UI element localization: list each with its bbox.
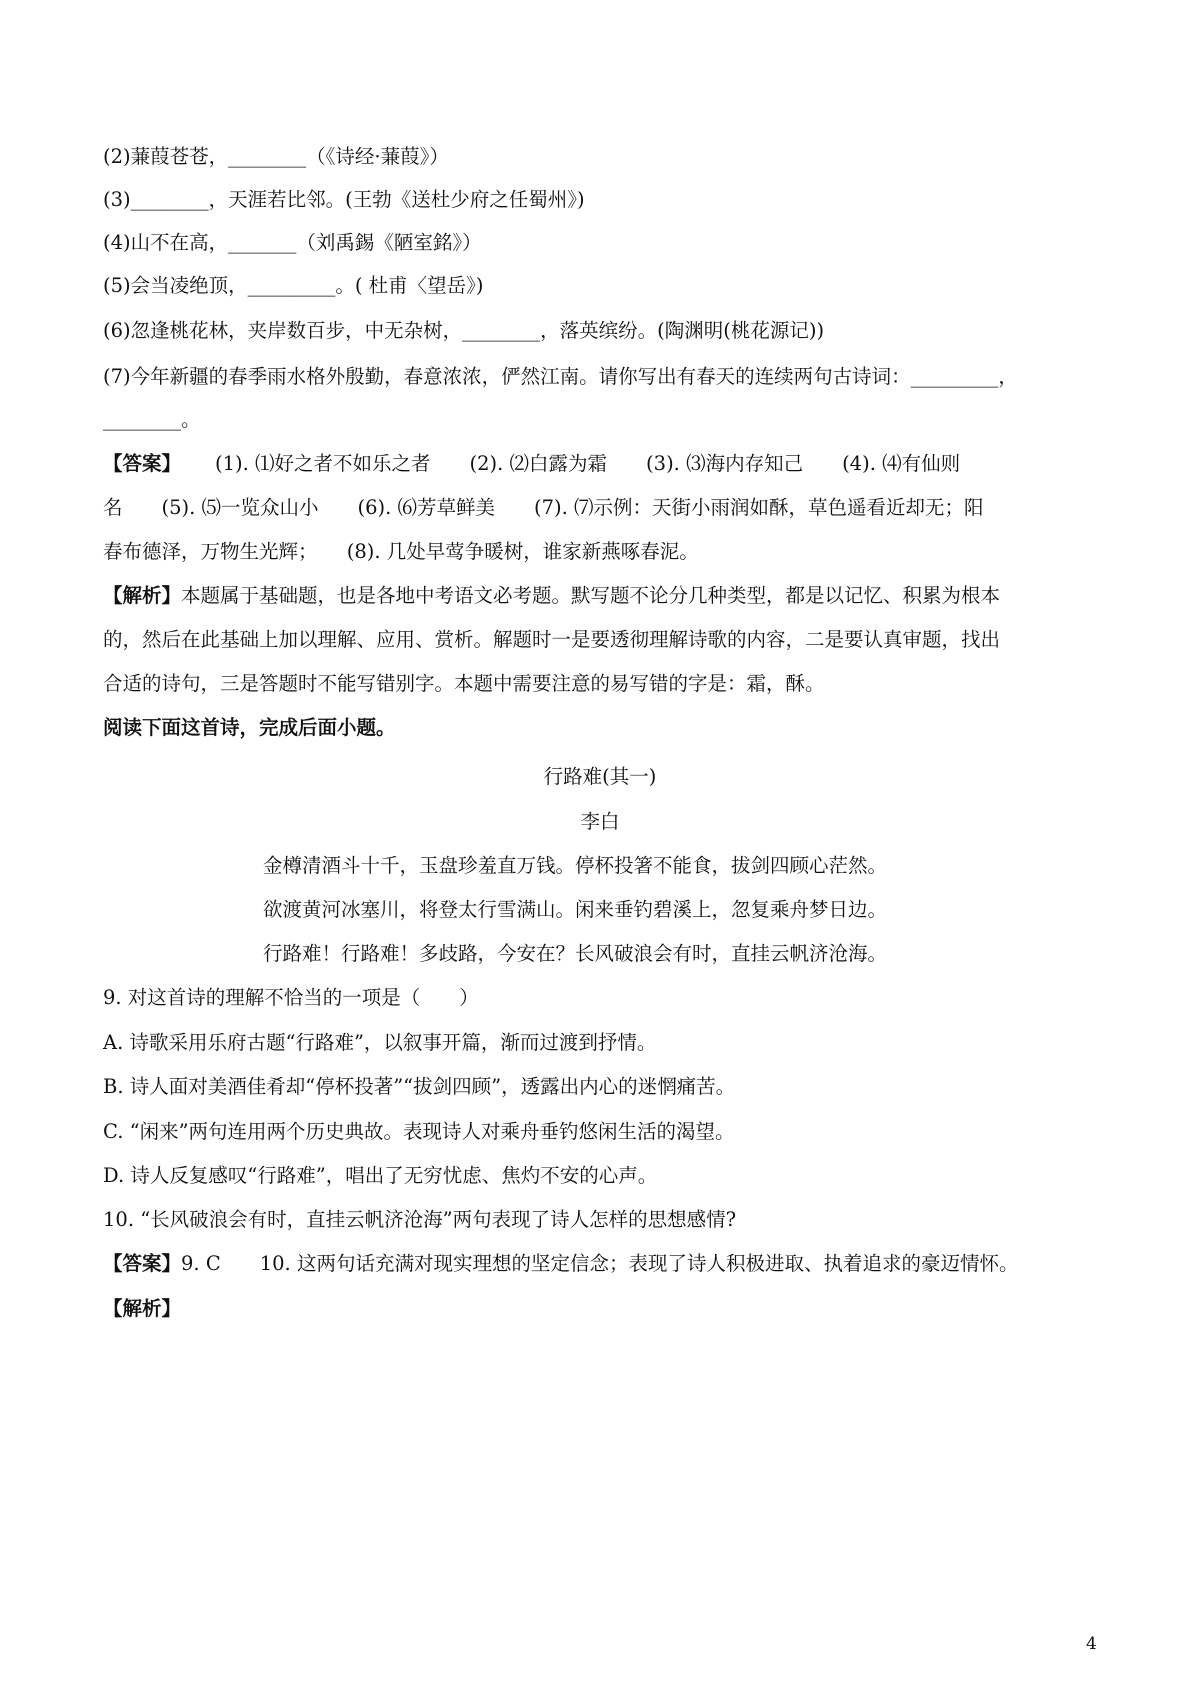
fill-in-item-2: (2)蒹葭苍苍，________（《诗经·蒹葭》） xyxy=(103,145,449,168)
fill-in-item-5: (5)会当凌绝顶，_________。( 杜甫〈望岳》) xyxy=(103,274,484,297)
poem-author: 李白 xyxy=(580,810,620,833)
option-b: B. 诗人面对美酒佳肴却“停杯投著”“拔剑四顾”，透露出内心的迷惘痛苦。 xyxy=(103,1075,736,1098)
fill-in-item-7: (7)今年新疆的春季雨水格外殷勤，春意浓浓，俨然江南。请你写出有春天的连续两句古诗词：_________， xyxy=(103,365,1018,388)
option-c: C. “闲来”两句连用两个历史典故。表现诗人对乘舟垂钓悠闲生活的渴望。 xyxy=(103,1120,735,1143)
answer-text-line3: 春布德泽，万物生光辉； (8). 几处早莺争暖树，谁家新燕啄春泥。 xyxy=(103,540,699,563)
fill-in-item-4: (4)山不在高，_______（刘禹錫《陋室銘》） xyxy=(103,231,482,254)
reading-instruction: 阅读下面这首诗，完成后面小题。 xyxy=(103,716,396,739)
answer-text-2: 9. C 10. 这两句话充满对现实理想的坚定信念；表现了诗人积极进取、执着追求的豪迈情怀。 xyxy=(181,1252,1019,1275)
poem-line-3: 行路难！行路难！多歧路，今安在？长风破浪会有时，直挂云帆济沧海。 xyxy=(263,942,888,965)
poem-line-2: 欲渡黄河冰塞川，将登太行雪满山。闲来垂钓碧溪上，忽复乘舟梦日边。 xyxy=(263,898,888,921)
fill-in-item-3: (3)________，天涯若比邻。(王勃《送杜少府之任蜀州》) xyxy=(103,188,585,211)
answer-text-line2: 名 (5). ⑸一览众山小 (6). ⑹芳草鲜美 (7). ⑺示例：天街小雨润如酥，草色遥看近却无；阳 xyxy=(103,496,984,519)
analysis-text-line2: 的，然后在此基础上加以理解、应用、赏析。解题时一是要透彻理解诗歌的内容，二是要认真审题，找出 xyxy=(103,628,1001,651)
question-10: 10. “长风破浪会有时，直挂云帆济沧海”两句表现了诗人怎样的思想感情? xyxy=(103,1208,737,1231)
answer-label-2: 【答案】 xyxy=(103,1252,182,1275)
option-a: A. 诗歌采用乐府古题“行路难”，以叙事开篇，渐而过渡到抒情。 xyxy=(103,1031,657,1054)
answer-label: 【答案】 xyxy=(103,452,182,475)
answer-text-line1: (1). ⑴好之者不如乐之者 (2). ⑵白露为霜 (3). ⑶海内存知己 (4). ⑷有仙则 xyxy=(215,452,961,475)
analysis-text-line1: 本题属于基础题，也是各地中考语文必考题。默写题不论分几种类型，都是以记忆、积累为根本 xyxy=(181,584,1001,607)
poem-line-1: 金樽清酒斗十千，玉盘珍羞直万钱。停杯投箸不能食，拔剑四顾心茫然。 xyxy=(263,854,888,877)
analysis-label-2: 【解析】 xyxy=(103,1297,182,1320)
answer-block-2 xyxy=(103,1250,1018,1278)
question-9-stem: 9. 对这首诗的理解不恰当的一项是（ ） xyxy=(103,986,479,1009)
fill-in-item-6: (6)忽逢桃花林，夹岸数百步，中无杂树，________，落英缤纷。(陶渊明(桃花源记)) xyxy=(103,319,825,342)
analysis-text-line3: 合适的诗句，三是答题时不能写错别字。本题中需要注意的易写错的字是：霜，酥。 xyxy=(103,672,825,695)
option-d: D. 诗人反复感叹“行路难”，唱出了无穷忧虑、焦灼不安的心声。 xyxy=(103,1164,658,1187)
page-number: 4 xyxy=(1086,1634,1097,1654)
poem-title: 行路难(其一) xyxy=(543,765,657,788)
analysis-label: 【解析】 xyxy=(103,584,182,607)
fill-in-item-7-cont: ________。 xyxy=(103,408,201,431)
